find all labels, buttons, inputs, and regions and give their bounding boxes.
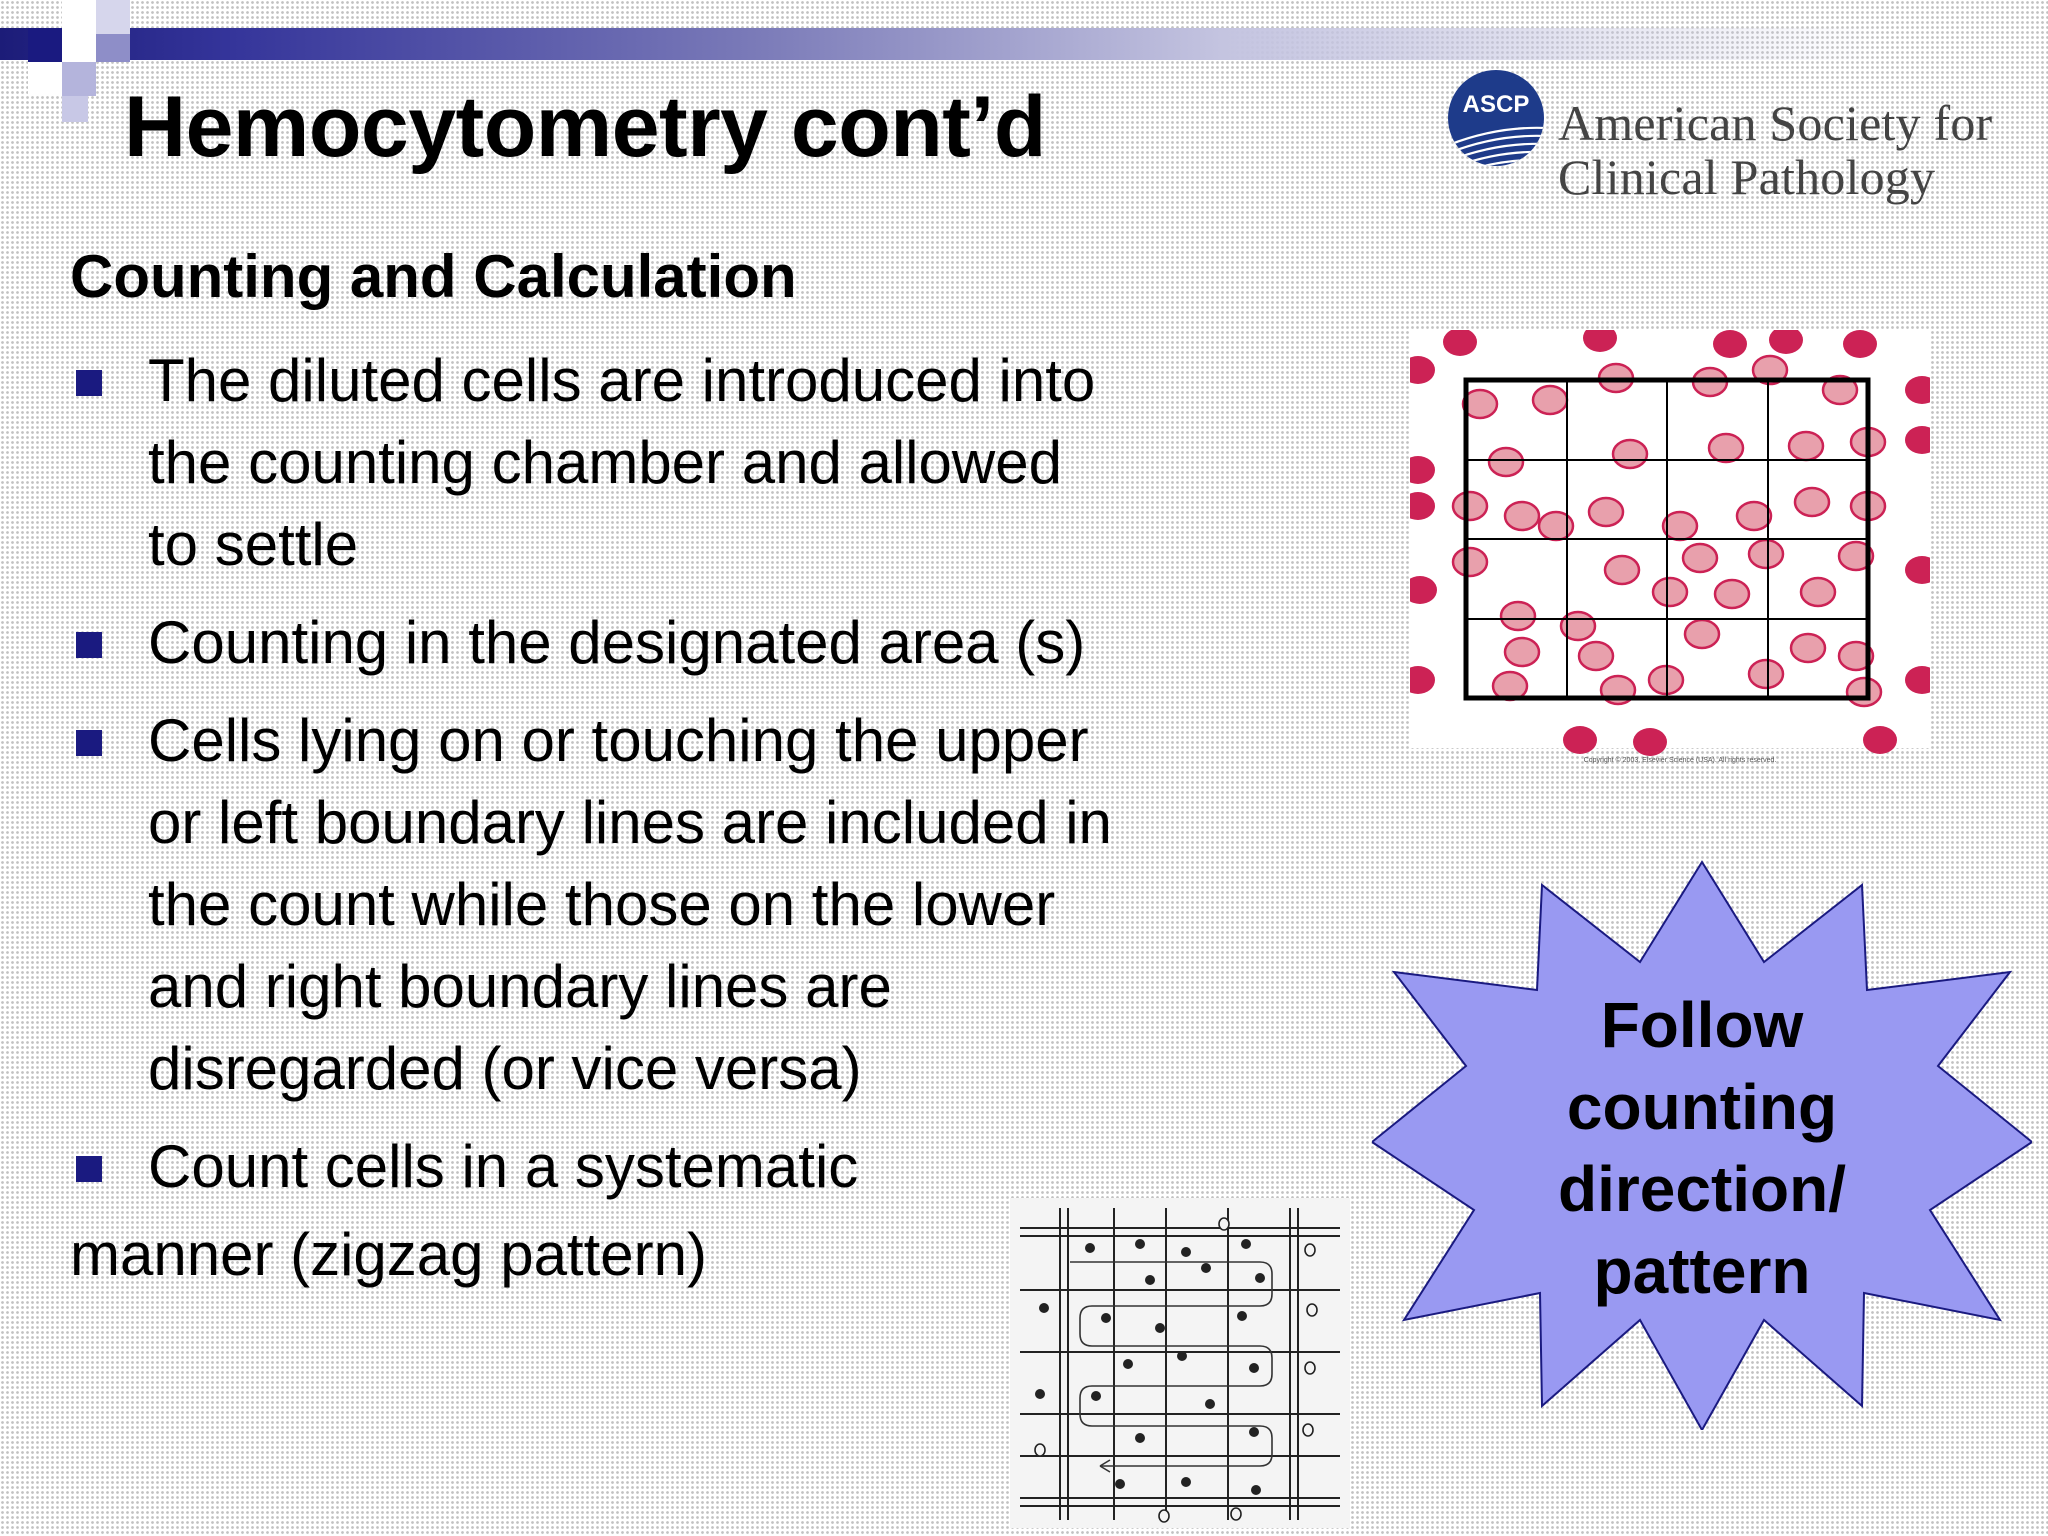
bullet-line: Counting in the designated area (s) xyxy=(148,609,1086,676)
red-blood-cell xyxy=(1749,660,1783,688)
red-blood-cell xyxy=(1489,448,1523,476)
square-bullet-icon xyxy=(76,1156,102,1182)
zigzag-pattern-image xyxy=(1010,1198,1350,1528)
square-bullet-icon xyxy=(76,370,102,396)
bullet-line: or left boundary lines are included in xyxy=(148,789,1112,856)
red-blood-cell xyxy=(1453,548,1487,576)
red-blood-cell xyxy=(1795,488,1829,516)
red-blood-cell xyxy=(1683,544,1717,572)
callout-line: counting xyxy=(1566,1071,1838,1143)
bullet-line: the counting chamber and allowed xyxy=(148,429,1062,496)
logo-line-2: Clinical Pathology xyxy=(1558,149,1936,205)
figure-copyright: Copyright © 2003, Elsevier Science (USA). All rights reserved. xyxy=(1583,757,1777,764)
ascp-logo xyxy=(1446,66,2026,216)
bullet-line: Cells lying on or touching the upper xyxy=(148,707,1089,774)
red-blood-cell xyxy=(1737,502,1771,530)
red-blood-cell xyxy=(1563,726,1597,754)
bullet-item xyxy=(70,1126,1250,1208)
section-subheading: Counting and Calculation xyxy=(70,243,797,310)
red-blood-cell xyxy=(1801,578,1835,606)
callout-line: Follow xyxy=(1600,989,1804,1061)
red-blood-cell xyxy=(1863,726,1897,754)
bullet-line: to settle xyxy=(148,511,359,578)
red-blood-cell xyxy=(1715,580,1749,608)
red-blood-cell xyxy=(1505,638,1539,666)
title-accent-bar xyxy=(0,28,1880,60)
red-blood-cell xyxy=(1847,678,1881,706)
bullet-list xyxy=(70,340,1250,1224)
callout-line: pattern xyxy=(1593,1235,1811,1307)
red-blood-cell xyxy=(1453,492,1487,520)
red-blood-cell xyxy=(1709,434,1743,462)
red-blood-cell xyxy=(1663,512,1697,540)
ascp-badge-icon xyxy=(1446,68,1546,168)
callout-line: direction/ xyxy=(1557,1153,1847,1225)
ascp-badge-text: ASCP xyxy=(1462,91,1530,118)
red-blood-cell xyxy=(1653,578,1687,606)
bullet-line: disregarded (or vice versa) xyxy=(148,1035,862,1102)
logo-line-1: American Society for xyxy=(1558,95,1993,151)
bullet-line: and right boundary lines are xyxy=(148,953,892,1020)
red-blood-cell xyxy=(1713,330,1747,358)
red-blood-cell xyxy=(1791,634,1825,662)
red-blood-cell xyxy=(1633,728,1667,756)
red-blood-cell xyxy=(1501,602,1535,630)
bullet-continuation: manner (zigzag pattern) xyxy=(70,1221,707,1288)
red-blood-cell xyxy=(1843,330,1877,358)
red-blood-cell xyxy=(1789,432,1823,460)
square-bullet-icon xyxy=(76,632,102,658)
red-blood-cell xyxy=(1605,556,1639,584)
bullet-item xyxy=(70,700,1250,1110)
bullet-line: Count cells in a systematic xyxy=(148,1133,859,1200)
bullet-line: The diluted cells are introduced into xyxy=(148,347,1096,414)
red-blood-cell xyxy=(1685,620,1719,648)
hemocytometer-grid-image xyxy=(1410,330,1930,770)
red-blood-cell xyxy=(1579,642,1613,670)
red-blood-cell xyxy=(1533,386,1567,414)
bullet-item xyxy=(70,340,1250,586)
bullet-item xyxy=(70,602,1250,684)
red-blood-cell xyxy=(1589,498,1623,526)
red-blood-cell xyxy=(1505,502,1539,530)
bullet-line: the count while those on the lower xyxy=(148,871,1056,938)
red-blood-cell xyxy=(1749,540,1783,568)
slide-title: Hemocytometry cont’d xyxy=(124,79,1046,175)
square-bullet-icon xyxy=(76,730,102,756)
callout-text xyxy=(1520,984,1884,1312)
red-blood-cell xyxy=(1613,440,1647,468)
